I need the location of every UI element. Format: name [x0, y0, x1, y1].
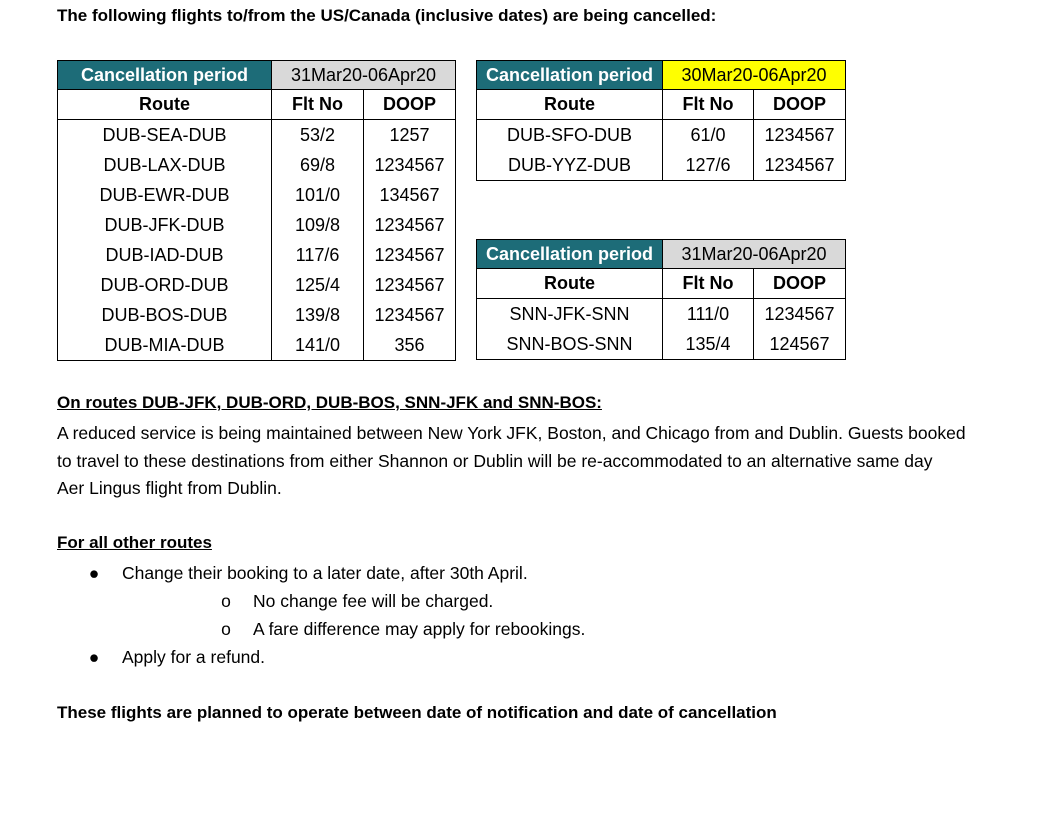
column-header-flight-no: Flt No: [663, 269, 754, 299]
route-cell: DUB-LAX-DUB: [58, 150, 272, 180]
bullet-text: Apply for a refund.: [122, 647, 265, 667]
route-cell: DUB-SEA-DUB: [58, 120, 272, 151]
table-row: [58, 330, 456, 361]
table-row: [58, 240, 456, 270]
paragraph-line: Aer Lingus flight from Dublin.: [57, 478, 282, 498]
cancellation-table-dub-west: [476, 60, 846, 181]
route-cell: DUB-SFO-DUB: [477, 120, 663, 151]
column-header-doop: DOOP: [364, 90, 456, 120]
route-cell: SNN-BOS-SNN: [477, 329, 663, 360]
flight-no-cell: 53/2: [272, 120, 364, 151]
table-row: [58, 120, 456, 151]
paragraph-line: to travel to these destinations from either Shannon or Dublin will be re-accommodated to an alternative same day: [57, 450, 933, 471]
table-row: [58, 180, 456, 210]
flight-no-cell: 141/0: [272, 330, 364, 361]
period-label: Cancellation period: [477, 240, 663, 269]
doop-cell: 1234567: [754, 150, 846, 181]
period-value-highlighted: 30Mar20-06Apr20: [663, 61, 846, 90]
paragraph-line: A reduced service is being maintained between New York JFK, Boston, and Chicago from and Dublin. Guests booked: [57, 423, 966, 443]
page-heading: The following flights to/from the US/Canada (inclusive dates) are being cancelled:: [57, 6, 717, 25]
sub-bullet-text: No change fee will be charged.: [253, 591, 494, 611]
bullet-text: Change their booking to a later date, after 30th April.: [122, 563, 528, 583]
column-header-flight-no: Flt No: [663, 90, 754, 120]
doop-cell: 1234567: [364, 300, 456, 330]
table-row: [477, 329, 846, 360]
sub-bullet-text: A fare difference may apply for rebookings.: [253, 619, 586, 639]
column-header-route: Route: [58, 90, 272, 120]
period-value: 31Mar20-06Apr20: [272, 61, 456, 90]
doop-cell: 1234567: [754, 120, 846, 151]
flight-no-cell: 69/8: [272, 150, 364, 180]
doop-cell: 124567: [754, 329, 846, 360]
cancellation-table-dub-main: [57, 60, 456, 361]
table-row: [58, 150, 456, 180]
table-row: [477, 120, 846, 151]
table-row: [477, 150, 846, 181]
flight-no-cell: 139/8: [272, 300, 364, 330]
doop-cell: 1234567: [364, 210, 456, 240]
table-row: [58, 210, 456, 240]
route-cell: DUB-YYZ-DUB: [477, 150, 663, 181]
table-row: [477, 299, 846, 330]
flight-no-cell: 127/6: [663, 150, 754, 181]
doop-cell: 1257: [364, 120, 456, 151]
cancellation-table-snn: [476, 239, 846, 360]
route-cell: DUB-IAD-DUB: [58, 240, 272, 270]
flight-no-cell: 125/4: [272, 270, 364, 300]
hollow-bullet-icon: o: [221, 619, 231, 639]
flight-no-cell: 101/0: [272, 180, 364, 210]
flight-no-cell: 61/0: [663, 120, 754, 151]
doop-cell: 1234567: [364, 240, 456, 270]
route-cell: DUB-MIA-DUB: [58, 330, 272, 361]
route-cell: DUB-JFK-DUB: [58, 210, 272, 240]
flight-no-cell: 117/6: [272, 240, 364, 270]
column-header-route: Route: [477, 90, 663, 120]
doop-cell: 1234567: [754, 299, 846, 330]
route-cell: SNN-JFK-SNN: [477, 299, 663, 330]
period-label: Cancellation period: [477, 61, 663, 90]
route-cell: DUB-BOS-DUB: [58, 300, 272, 330]
route-cell: DUB-ORD-DUB: [58, 270, 272, 300]
flight-no-cell: 109/8: [272, 210, 364, 240]
column-header-flight-no: Flt No: [272, 90, 364, 120]
flight-no-cell: 111/0: [663, 299, 754, 330]
routes-section-paragraph: [57, 420, 1007, 503]
doop-cell: 1234567: [364, 150, 456, 180]
bullet-dot-icon: ●: [88, 563, 100, 583]
period-value: 31Mar20-06Apr20: [663, 240, 846, 269]
table-row: [58, 300, 456, 330]
column-header-doop: DOOP: [754, 269, 846, 299]
bullet-dot-icon: ●: [88, 647, 100, 667]
column-header-route: Route: [477, 269, 663, 299]
footer-note: These flights are planned to operate between date of notification and date of cancellation: [57, 703, 777, 722]
hollow-bullet-icon: o: [221, 591, 231, 611]
doop-cell: 1234567: [364, 270, 456, 300]
flight-no-cell: 135/4: [663, 329, 754, 360]
doop-cell: 134567: [364, 180, 456, 210]
period-label: Cancellation period: [58, 61, 272, 90]
route-cell: DUB-EWR-DUB: [58, 180, 272, 210]
column-header-doop: DOOP: [754, 90, 846, 120]
table-row: [58, 270, 456, 300]
routes-section-title: On routes DUB-JFK, DUB-ORD, DUB-BOS, SNN-JFK and SNN-BOS:: [57, 393, 602, 412]
doop-cell: 356: [364, 330, 456, 361]
other-routes-title: For all other routes: [57, 533, 212, 552]
